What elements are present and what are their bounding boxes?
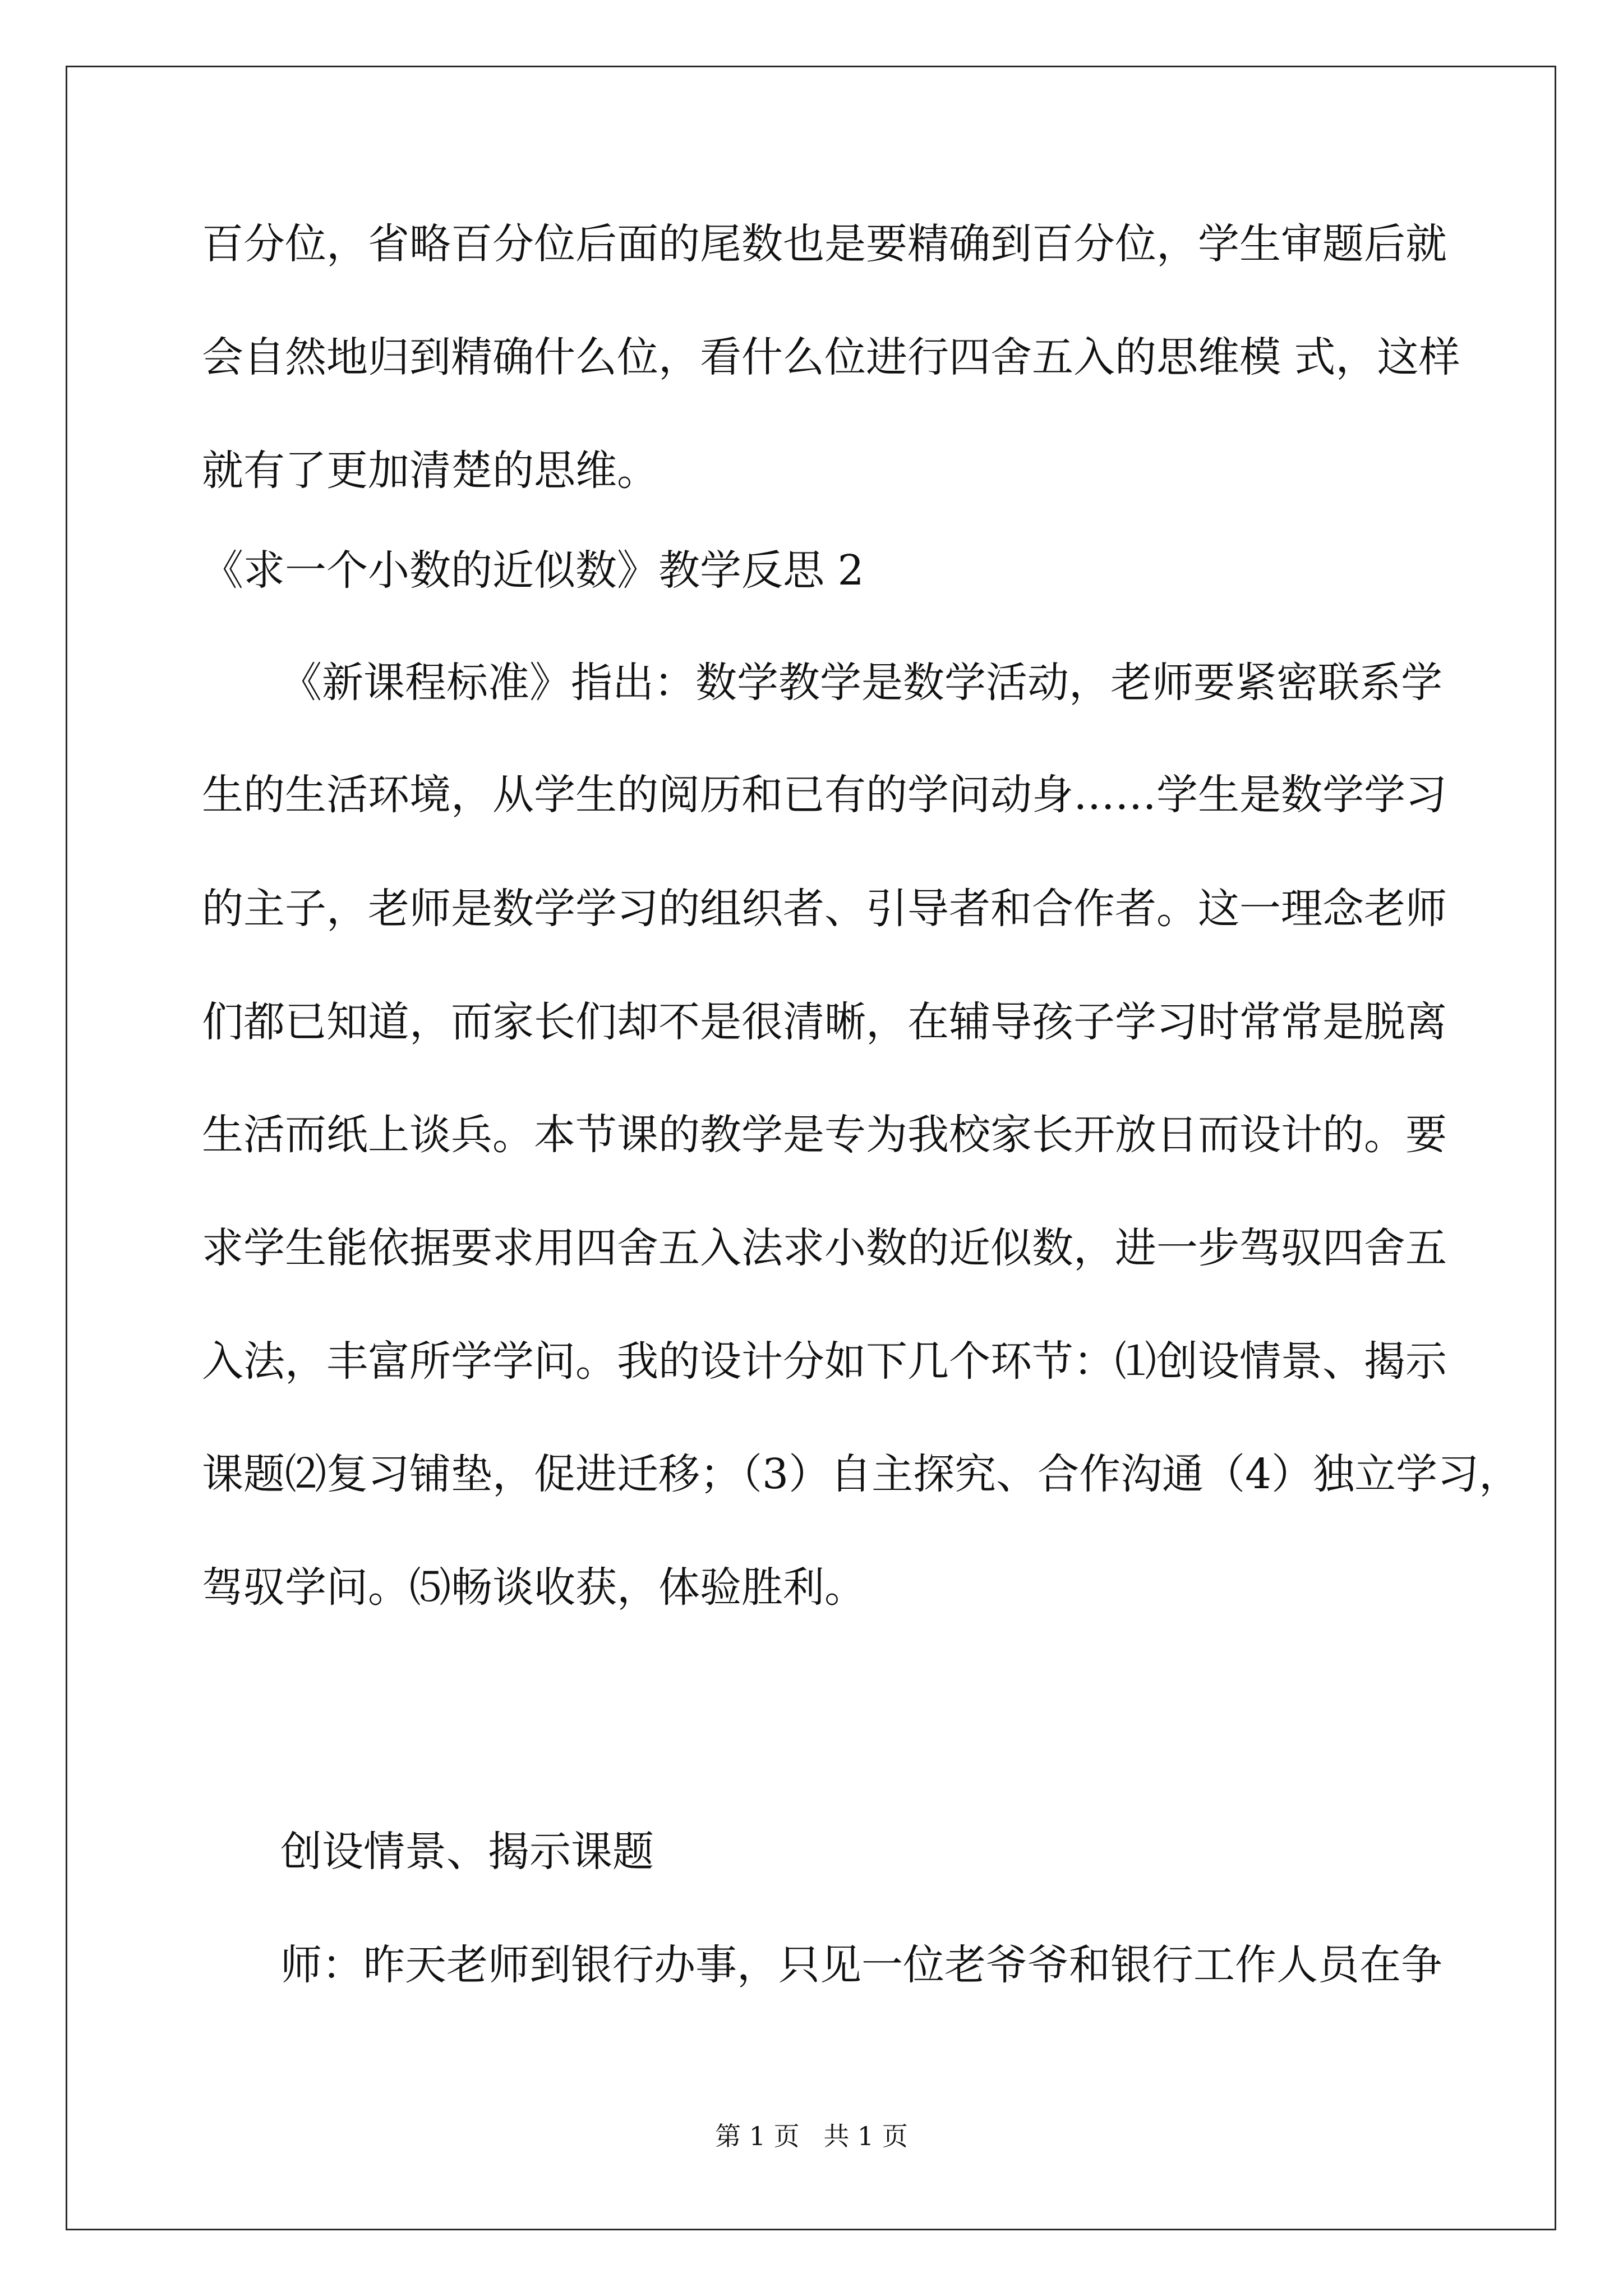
page-number: 第 1 页 [715,2121,800,2151]
section-heading: 《求一个小数的近似数》教学反思 2 [202,546,864,595]
page-footer [0,2119,1623,2153]
paragraph-line: 们都已知道，而家长们却不是很清晰，在辅导孩子学习时常常是脱离 [202,998,1447,1046]
paragraph-line: 入法，丰富所学学问。我的设计分如下几个环节：⑴创设情景、揭示 [202,1337,1447,1386]
paragraph-line: 就有了更加清楚的思维。 [202,447,658,495]
paragraph-line: 的主子，老师是数学学习的组织者、引导者和合作者。这一理念老师 [202,885,1447,933]
page-total: 共 1 页 [823,2121,908,2151]
paragraph-line: 百分位，省略百分位后面的尾数也是要精确到百分位，学生审题后就 [202,220,1447,268]
paragraph-line: 求学生能依据要求用四舍五入法求小数的近似数，进一步驾驭四舍五 [202,1224,1447,1272]
paragraph-line: 会自然地归到精确什么位，看什么位进行四舍五入的思维模 式，这样 [202,333,1460,381]
paragraph-line: 驾驭学问。⑸畅谈收获，体验胜利。 [202,1563,866,1612]
paragraph-line: 课题⑵复习铺垫，促进迁移；（3）自主探究、合作沟通（4）独立学习， [202,1450,1521,1498]
paragraph-line: 师：昨天老师到银行办事，只见一位老爷爷和银行工作人员在争 [280,1941,1442,1989]
paragraph-line: 《新课程标准》指出：数学教学是数学活动，老师要紧密联系学 [280,659,1442,707]
paragraph-line: 生的生活环境，从学生的阅历和已有的学问动身……学生是数学学习 [202,771,1447,819]
paragraph-line: 生活而纸上谈兵。本节课的教学是专为我校家长开放日而设计的。要 [202,1111,1447,1159]
subsection-heading: 创设情景、揭示课题 [280,1828,654,1876]
